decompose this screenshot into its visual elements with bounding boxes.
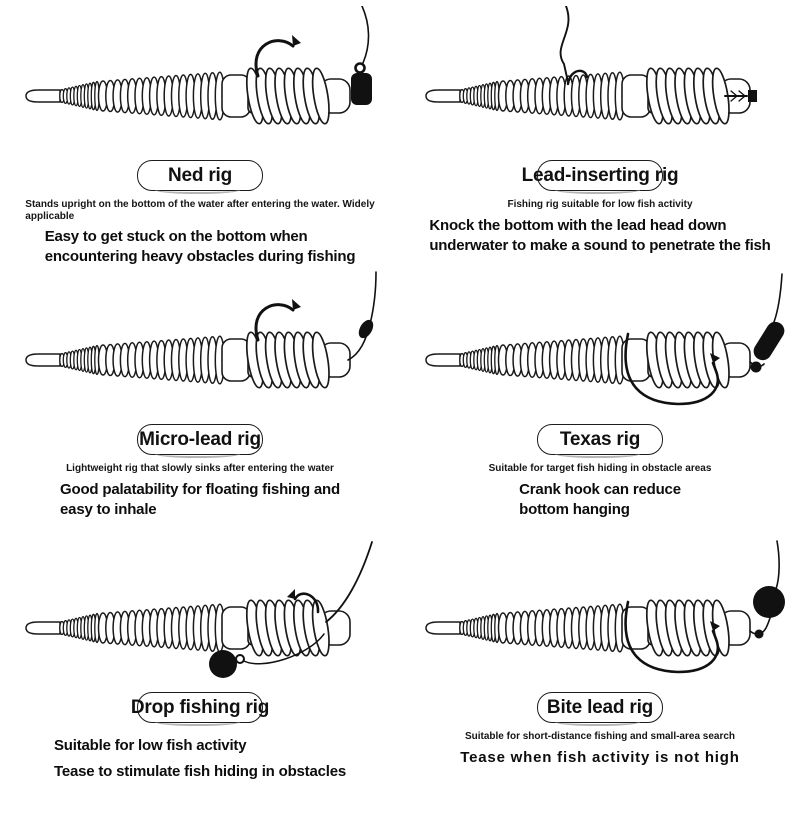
panel-texas-rig: [400, 260, 800, 532]
rig-caption: Suitable for target fish hiding in obstacle areas: [488, 463, 712, 474]
drop-weight-icon: [209, 650, 237, 678]
rig-title: Ned rig: [167, 164, 233, 186]
rig-description: Easy to get stuck on the bottom when encountering heavy obstacles during fishing: [44, 228, 356, 265]
worm-tail: [26, 622, 60, 634]
worm-tail: [426, 622, 460, 634]
rig-title: Micro-lead rig: [139, 428, 261, 450]
rig-caption: Fishing rig suitable for low fish activity: [507, 199, 693, 210]
rig-caption: Stands upright on the bottom of the water after entering the water. Widely applicable: [25, 199, 375, 222]
bullet-weight-icon: [750, 318, 786, 363]
micro-lead-rig-illustration: [14, 270, 386, 420]
rig-title: Texas rig: [559, 428, 641, 450]
fishing-line: [326, 542, 372, 622]
worm-tail: [426, 90, 460, 102]
texas-rig-illustration: [414, 270, 786, 420]
panel-lead-inserting-rig: [400, 0, 800, 260]
bite-lead-ball-icon: [753, 586, 785, 618]
rig-description: Suitable for low fish activity Tease to stimulate fish hiding in obstacles: [53, 737, 346, 780]
panel-micro-lead-rig: [0, 260, 400, 532]
bite-lead-rig-illustration: [414, 538, 786, 688]
fishing-line: [561, 6, 569, 82]
rig-title-pill: [130, 692, 270, 723]
coil-spring-icon: [644, 67, 732, 125]
bead-icon: [751, 362, 762, 373]
fishing-line: [362, 6, 369, 63]
panel-bite-lead-rig: [400, 532, 800, 821]
rig-caption: Suitable for short-distance fishing and small-area search: [464, 731, 736, 742]
rig-description: Tease when fish activity is not high: [460, 748, 740, 766]
rig-title: Bite lead rig: [546, 696, 654, 718]
panel-ned-rig: [0, 0, 400, 265]
rig-title-pill: [537, 692, 663, 723]
lead-inserting-rig-illustration: [414, 6, 786, 156]
worm-tail: [26, 90, 60, 102]
rig-description: Good palatability for floating fishing and easy to inhale: [60, 480, 340, 518]
panel-drop-fishing-rig: [0, 532, 400, 821]
worm-tail: [26, 354, 60, 366]
micro-lead-weight-icon: [356, 317, 376, 340]
rig-caption: Lightweight rig that slowly sinks after entering the water: [66, 463, 334, 474]
rig-title-pill: [137, 424, 263, 455]
rig-description: Crank hook can reduce bottom hanging: [519, 480, 681, 518]
line-ring-icon: [236, 655, 244, 663]
bead-icon: [755, 630, 764, 639]
rig-title: Drop fishing rig: [130, 696, 270, 718]
worm-tail: [426, 354, 460, 366]
rig-title-pill: [521, 160, 679, 191]
drop-fishing-rig-illustration: [14, 538, 386, 688]
rig-title-pill: [537, 424, 663, 455]
rig-description: Knock the bottom with the lead head down underwater to make a sound to penetrate the fish: [429, 216, 771, 254]
fishing-line: [348, 272, 376, 360]
jig-eye-icon: [356, 64, 365, 73]
rig-title-pill: [137, 160, 263, 191]
jig-head-icon: [351, 73, 372, 105]
ned-rig-illustration: [14, 6, 386, 156]
rig-title: Lead-inserting rig: [521, 164, 679, 186]
